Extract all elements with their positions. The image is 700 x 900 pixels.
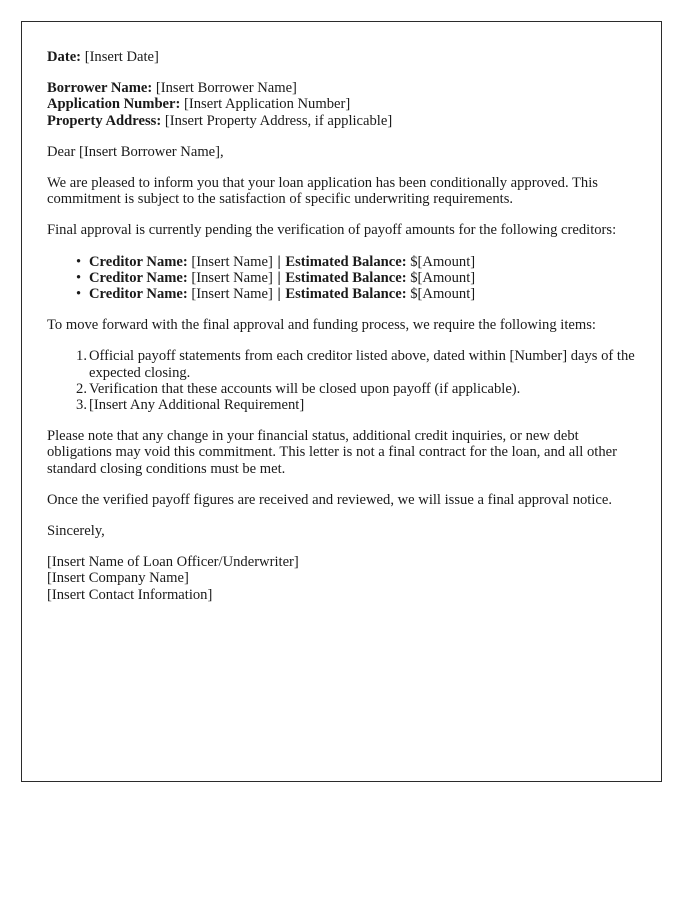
property-address-value: [Insert Property Address, if applicable]	[164, 112, 393, 129]
application-number-line	[47, 96, 637, 112]
list-marker: 2.	[76, 380, 87, 397]
list-item	[47, 270, 637, 286]
borrower-name-line	[47, 80, 637, 96]
estimated-balance-value: $[Amount]	[410, 269, 476, 286]
requirement-text: Official payoff statements from each creditor listed above, dated within [Number] days of the expected closing.	[89, 348, 635, 381]
property-address-label: Property Address:	[47, 112, 162, 129]
creditor-name-label: Creditor Name:	[89, 286, 188, 303]
estimated-balance-value: $[Amount]	[410, 253, 476, 270]
list-item	[47, 381, 637, 397]
creditor-name-value: [Insert Name]	[191, 269, 273, 286]
paragraph-pending-verification: Final approval is currently pending the verification of payoff amounts for the following creditors:	[47, 222, 617, 239]
estimated-balance-label: Estimated Balance:	[285, 269, 407, 286]
signature-contact-information: [Insert Contact Information]	[47, 586, 213, 603]
requirement-text: [Insert Any Additional Requirement]	[89, 397, 305, 414]
creditor-name-label: Creditor Name:	[89, 253, 188, 270]
borrower-name-value: [Insert Borrower Name]	[155, 80, 297, 97]
requirement-text: Verification that these accounts will be closed upon payoff (if applicable).	[89, 380, 521, 397]
date-label: Date:	[47, 49, 82, 65]
paragraph-final-approval: Once the verified payoff figures are received and reviewed, we will issue a final approval notice.	[47, 491, 612, 508]
list-item	[47, 286, 637, 302]
paragraph-requirements-intro: To move forward with the final approval and funding process, we require the following items:	[47, 317, 596, 334]
list-marker: 1.	[76, 348, 87, 365]
creditor-name-value: [Insert Name]	[191, 253, 273, 270]
creditor-name-value: [Insert Name]	[191, 286, 273, 303]
date-field-block	[47, 49, 637, 65]
applicant-field-block	[47, 80, 637, 129]
paragraph-intro: We are pleased to inform you that your loan application has been conditionally approved. This commitment is subject to the satisfaction of specific underwriting requirements.	[47, 175, 598, 208]
creditor-name-label: Creditor Name:	[89, 269, 188, 286]
signature-officer-name: [Insert Name of Loan Officer/Underwriter]	[47, 554, 299, 571]
paragraph-notice: Please note that any change in your financial status, additional credit inquiries, or new debt obligations may void this commitment. This letter is not a final contract for the loan, and all other standard closing conditions must be met.	[47, 428, 617, 477]
application-number-value: [Insert Application Number]	[184, 96, 351, 113]
date-line	[47, 49, 637, 65]
estimated-balance-label: Estimated Balance:	[285, 286, 407, 303]
field-separator: |	[277, 253, 281, 270]
letter-page-frame	[21, 21, 662, 782]
property-address-line	[47, 113, 637, 129]
list-item	[47, 348, 637, 380]
signature-block	[47, 554, 637, 603]
signature-company-name: [Insert Company Name]	[47, 570, 189, 587]
requirements-list	[47, 348, 637, 413]
application-number-label: Application Number:	[47, 96, 181, 113]
field-separator: |	[277, 269, 281, 286]
estimated-balance-label: Estimated Balance:	[285, 253, 407, 270]
bullet-icon: •	[76, 286, 82, 303]
closing-salutation: Sincerely,	[47, 523, 105, 540]
salutation: Dear [Insert Borrower Name],	[47, 143, 224, 160]
list-item	[47, 254, 637, 270]
date-value: [Insert Date]	[84, 49, 159, 65]
list-marker: 3.	[76, 397, 87, 414]
estimated-balance-value: $[Amount]	[410, 286, 476, 303]
creditor-list	[47, 254, 637, 303]
letter-content	[47, 49, 637, 603]
bullet-icon: •	[76, 253, 82, 270]
bullet-icon: •	[76, 269, 82, 286]
borrower-name-label: Borrower Name:	[47, 80, 153, 97]
field-separator: |	[277, 286, 281, 303]
list-item	[47, 397, 637, 413]
